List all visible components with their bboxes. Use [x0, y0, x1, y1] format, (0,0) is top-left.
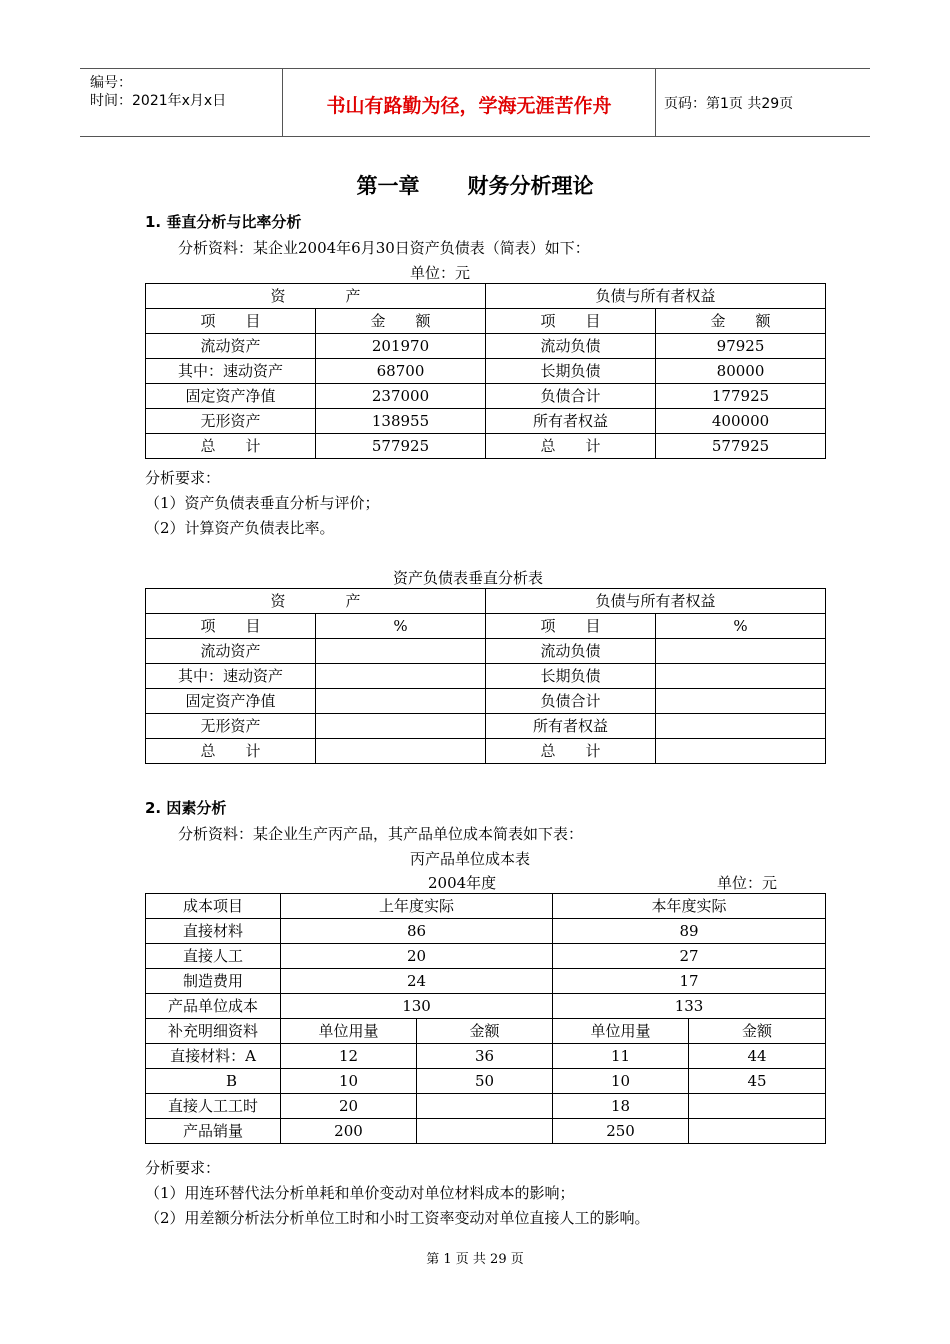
table-row: [146, 334, 826, 359]
cell: 80000: [656, 359, 826, 384]
cell: [417, 1119, 553, 1144]
section2-intro: 分析资料：某企业生产丙产品，其产品单位成本简表如下表：: [178, 825, 584, 843]
cost-table-year: 2004年度: [428, 874, 497, 892]
input-cell[interactable]: [316, 739, 486, 764]
table-header-liabilities: 负债与所有者权益: [486, 284, 826, 309]
cell: 产品销量: [146, 1119, 281, 1144]
cell: 总 计: [486, 739, 656, 764]
cell: 所有者权益: [486, 714, 656, 739]
cell: 补充明细资料: [146, 1019, 281, 1044]
col-item: 项 目: [146, 309, 316, 334]
cell: 产品单位成本: [146, 994, 281, 1019]
table-row: [146, 434, 826, 459]
input-cell[interactable]: [656, 689, 826, 714]
cell: 177925: [656, 384, 826, 409]
cell: 无形资产: [146, 714, 316, 739]
cell: 250: [553, 1119, 689, 1144]
requirement-2: （2）计算资产负债表比率。: [145, 519, 335, 537]
date-line: 时间：2021年x月x日: [90, 93, 227, 109]
col-amount: 金 额: [316, 309, 486, 334]
cell: 流动资产: [146, 639, 316, 664]
vertical-analysis-title: 资产负债表垂直分析表: [393, 569, 544, 587]
col-last-year: 上年度实际: [281, 894, 553, 919]
vertical-analysis-table: [145, 588, 826, 764]
cell: 27: [553, 944, 826, 969]
input-cell[interactable]: [656, 639, 826, 664]
cell: 直接材料: [146, 919, 281, 944]
cell: 45: [689, 1069, 826, 1094]
table-row: [146, 739, 826, 764]
cell: 36: [417, 1044, 553, 1069]
cell: 直接人工工时: [146, 1094, 281, 1119]
chapter-number: 第一章: [356, 174, 420, 198]
cell: 负债合计: [486, 384, 656, 409]
input-cell[interactable]: [316, 664, 486, 689]
cell: 201970: [316, 334, 486, 359]
cell: 50: [417, 1069, 553, 1094]
cell: 138955: [316, 409, 486, 434]
motto: 书山有路勤为径，学海无涯苦作舟: [326, 95, 612, 117]
cell: 44: [689, 1044, 826, 1069]
header-motto-cell: [282, 69, 656, 136]
header-meta: [80, 69, 282, 136]
input-cell[interactable]: [656, 714, 826, 739]
cell: 流动负债: [486, 334, 656, 359]
table-row: [146, 1119, 826, 1144]
table-header-liabilities: 负债与所有者权益: [486, 589, 826, 614]
cell: 金额: [689, 1019, 826, 1044]
cell: 总 计: [146, 434, 316, 459]
cell: 总 计: [146, 739, 316, 764]
balance-sheet-table: [145, 283, 826, 459]
unit-cost-table: [145, 893, 826, 1144]
cell: 长期负债: [486, 664, 656, 689]
cell: [417, 1094, 553, 1119]
cell: 237000: [316, 384, 486, 409]
cell: 流动负债: [486, 639, 656, 664]
cell: 12: [281, 1044, 417, 1069]
cell: 10: [281, 1069, 417, 1094]
cell: 固定资产净值: [146, 689, 316, 714]
table-row: [146, 944, 826, 969]
cell: 577925: [316, 434, 486, 459]
col-item: 项 目: [486, 309, 656, 334]
cell: 68700: [316, 359, 486, 384]
cell: B: [146, 1069, 281, 1094]
col-item: 项 目: [486, 614, 656, 639]
section2-requirement-2: （2）用差额分析法分析单位工时和小时工资率变动对单位直接人工的影响。: [145, 1209, 650, 1227]
cell: 200: [281, 1119, 417, 1144]
table-row: [146, 1094, 826, 1119]
cell: 10: [553, 1069, 689, 1094]
cell: 固定资产净值: [146, 384, 316, 409]
cell: 其中：速动资产: [146, 664, 316, 689]
section1-unit: 单位：元: [410, 264, 471, 282]
table-subheader-row: [146, 1019, 826, 1044]
cell: 86: [281, 919, 553, 944]
table-row: [146, 969, 826, 994]
table-row: [146, 384, 826, 409]
col-this-year: 本年度实际: [553, 894, 826, 919]
cell: 无形资产: [146, 409, 316, 434]
number-label: 编号：: [90, 75, 132, 91]
col-item: 项 目: [146, 614, 316, 639]
input-cell[interactable]: [656, 664, 826, 689]
page-header: [80, 68, 870, 137]
section2-requirements-title: 分析要求：: [145, 1159, 221, 1177]
cell: 流动资产: [146, 334, 316, 359]
table-header-assets: 资 产: [146, 284, 486, 309]
chapter-title: [0, 170, 950, 200]
cost-table-unit: 单位：元: [717, 874, 778, 892]
table-row: [146, 714, 826, 739]
cell: 其中：速动资产: [146, 359, 316, 384]
col-percent: %: [656, 614, 826, 639]
table-header-assets: 资 产: [146, 589, 486, 614]
input-cell[interactable]: [316, 689, 486, 714]
cell: 直接材料：A: [146, 1044, 281, 1069]
table-row: [146, 994, 826, 1019]
cell: 负债合计: [486, 689, 656, 714]
requirements-title: 分析要求：: [145, 469, 221, 487]
section2-requirement-1: （1）用连环替代法分析单耗和单价变动对单位材料成本的影响；: [145, 1184, 575, 1202]
table-row: [146, 919, 826, 944]
cell: 20: [281, 1094, 417, 1119]
page-footer: 第 1 页 共 29 页: [426, 1252, 524, 1267]
page-info: 页码：第1页 共29页: [664, 96, 794, 112]
table-row: [146, 359, 826, 384]
header-page-cell: [656, 69, 870, 136]
col-percent: %: [316, 614, 486, 639]
cell: 133: [553, 994, 826, 1019]
section1-intro: 分析资料：某企业2004年6月30日资产负债表（简表）如下：: [178, 239, 590, 257]
table-row: [146, 1044, 826, 1069]
input-cell[interactable]: [316, 714, 486, 739]
table-row: [146, 409, 826, 434]
section2-heading: 2. 因素分析: [145, 799, 227, 817]
cell: [689, 1119, 826, 1144]
section1-heading: 1. 垂直分析与比率分析: [145, 213, 302, 231]
cell: 20: [281, 944, 553, 969]
cell: [689, 1094, 826, 1119]
col-cost-item: 成本项目: [146, 894, 281, 919]
cell: 长期负债: [486, 359, 656, 384]
cell: 单位用量: [281, 1019, 417, 1044]
cell: 金额: [417, 1019, 553, 1044]
cell: 所有者权益: [486, 409, 656, 434]
input-cell[interactable]: [656, 739, 826, 764]
cell: 24: [281, 969, 553, 994]
cell: 130: [281, 994, 553, 1019]
col-amount: 金 额: [656, 309, 826, 334]
cell: 577925: [656, 434, 826, 459]
cell: 18: [553, 1094, 689, 1119]
table-row: [146, 664, 826, 689]
cell: 11: [553, 1044, 689, 1069]
cell: 400000: [656, 409, 826, 434]
chapter-name: 财务分析理论: [467, 174, 594, 198]
cell: 直接人工: [146, 944, 281, 969]
table-row: [146, 1069, 826, 1094]
cost-table-title: 丙产品单位成本表: [410, 850, 531, 868]
table-row: [146, 639, 826, 664]
cell: 89: [553, 919, 826, 944]
input-cell[interactable]: [316, 639, 486, 664]
cell: 17: [553, 969, 826, 994]
cell: 制造费用: [146, 969, 281, 994]
cell: 总 计: [486, 434, 656, 459]
cell: 97925: [656, 334, 826, 359]
requirement-1: （1）资产负债表垂直分析与评价；: [145, 494, 380, 512]
cell: 单位用量: [553, 1019, 689, 1044]
table-row: [146, 689, 826, 714]
